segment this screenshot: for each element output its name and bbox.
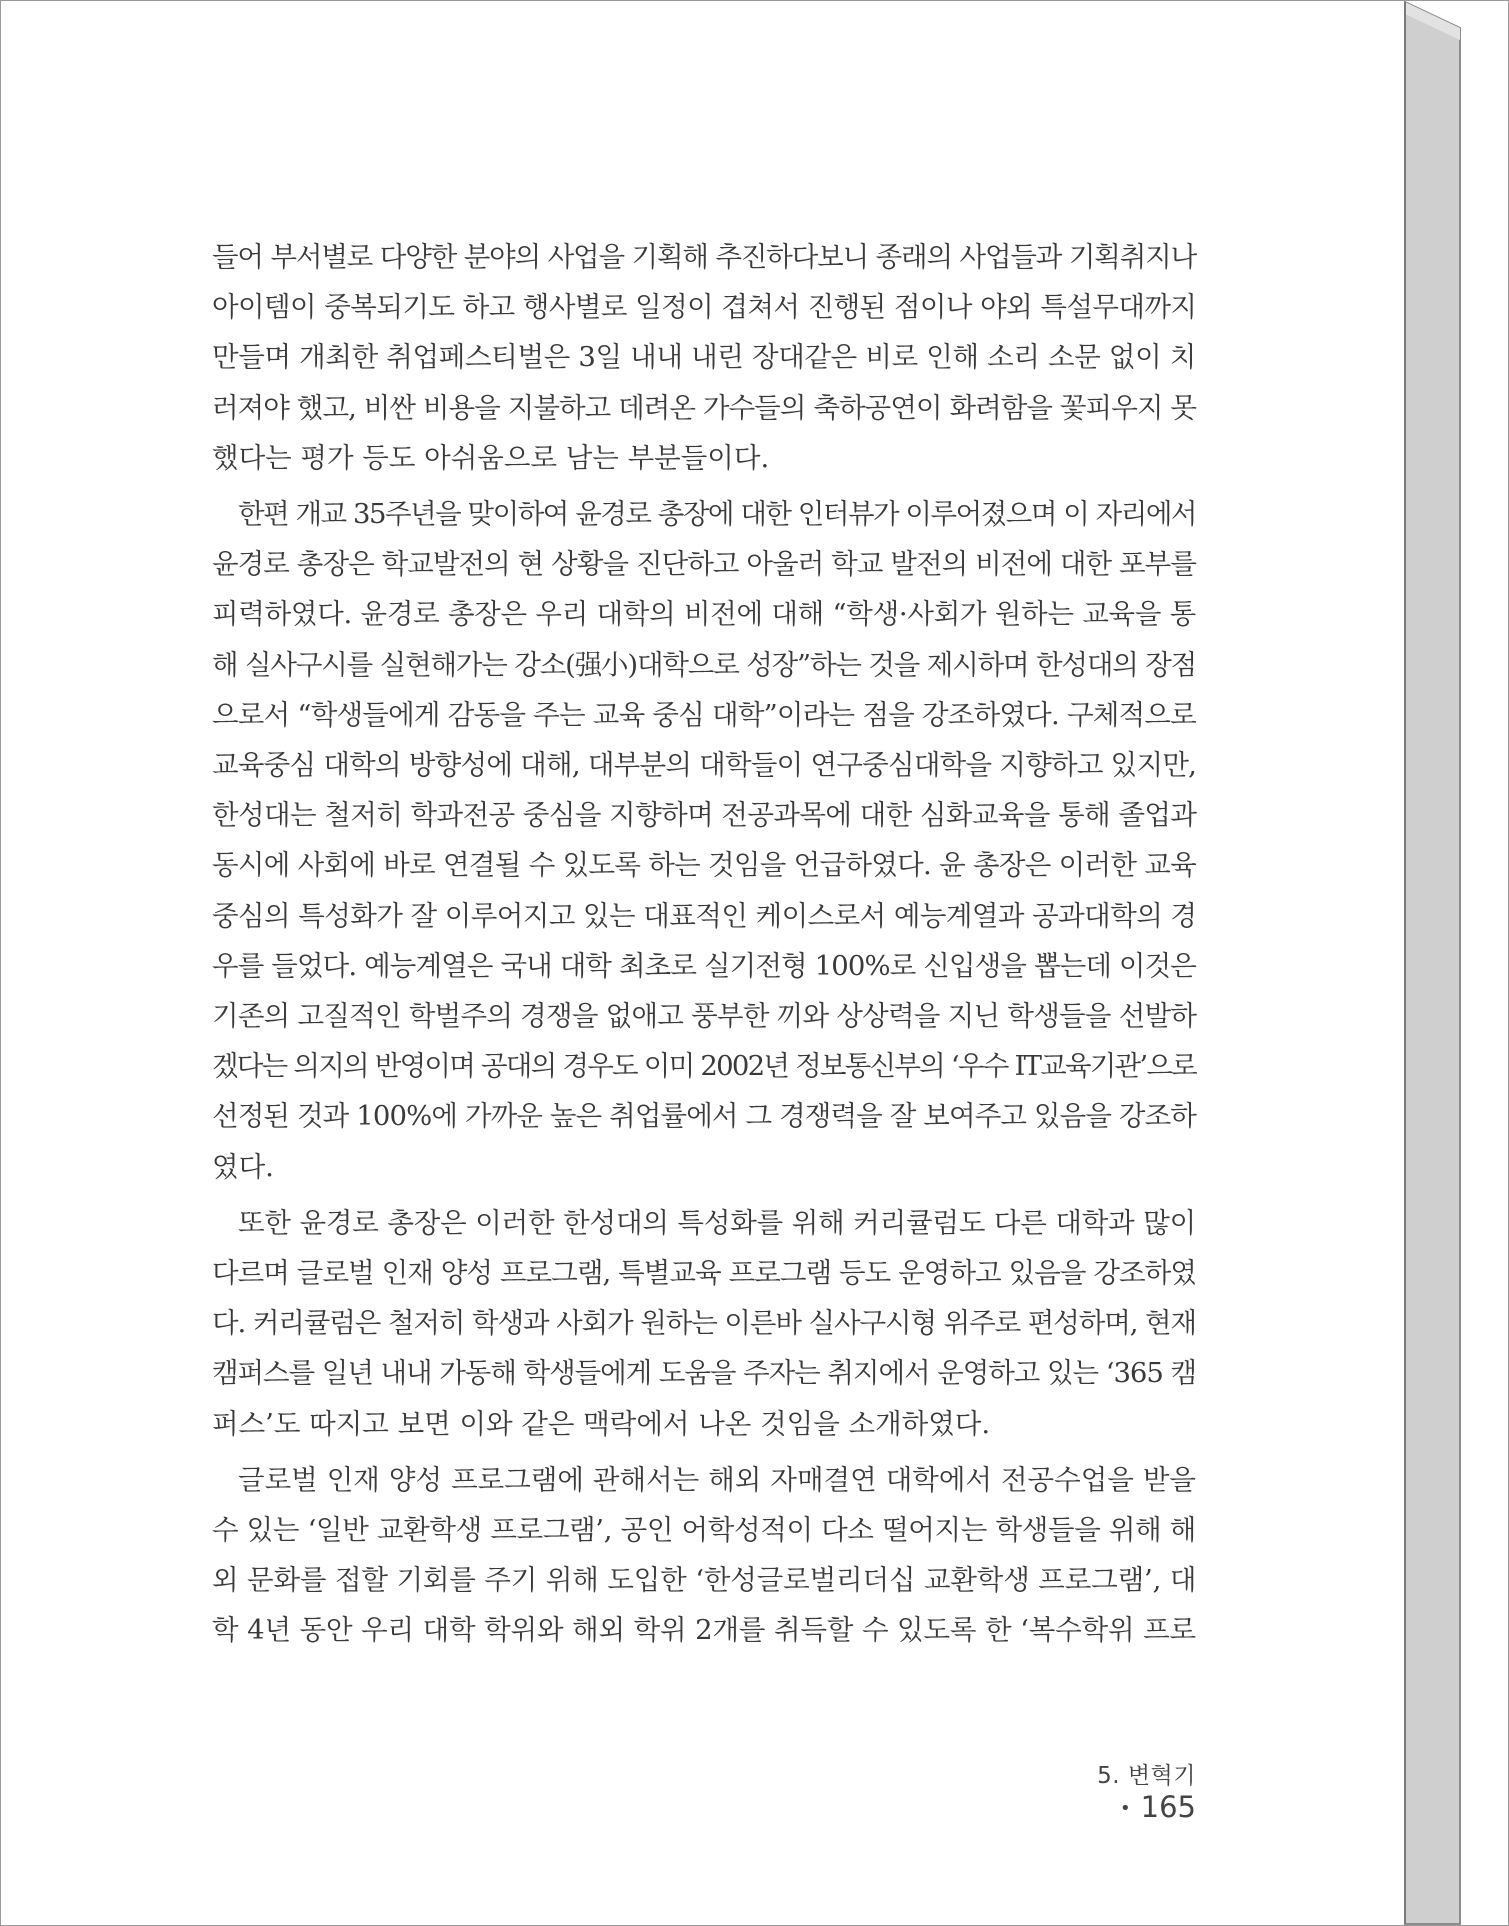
chapter-label: 5. 변혁기 [1097,1763,1196,1789]
paragraph-2: 한편 개교 35주년을 맞이하여 윤경로 총장에 대한 인터뷰가 이루어졌으며 이 자리에서 윤경로 총장은 학교발전의 현 상황을 진단하고 아울러 학교 발전의 비전에 대한 포부를 피력하였다. 윤경로 총장은 우리 대학의 비전에 대해 “학생·사회가 원하는 교육을 통 해 실사구시를 실현해가는 강소(强小)대학으로 성장”하는 것을 제시하며 한성대의 장점 으로서 “학생들에게 감동을 주는 교육 중심 대학”이라는 점을 강조하였다. 구체적으로 교육중심 대학의 방향성에 대해, 대부분의 대학들이 연구중심대학을 지향하고 있지만, 한성대는 철저히 학과전공 중심을 지향하며 전공과목에 대한 심화교육을 통해 졸업과 동시에 사회에 바로 연결될 수 있도록 하는 것임을 언급하였다. 윤 총장은 이러한 교육 중심의 특성화가 잘 이루어지고 있는 대표적인 케이스로서 예능계열과 공과대학의 경 우를 들었다. 예능계열은 국내 대학 최초로 실기전형 100%로 신입생을 뽑는데 이것은 기존의 고질적인 학벌주의 경쟁을 없애고 풍부한 끼와 상상력을 지닌 학생들을 선발하 겠다는 의지의 반영이며 공대의 경우도 이미 2002년 정보통신부의 ‘우수 IT교육기관’으로 선정된 것과 100%에 가까운 높은 취업률에서 그 경쟁력을 잘 보여주고 있음을 강조하 였다. [212,498,1197,1183]
paragraph-1: 들어 부서별로 다양한 분야의 사업을 기획해 추진하다보니 종래의 사업들과 기획취지나 아이템이 중복되기도 하고 행사별로 일정이 겹쳐서 진행된 점이나 야외 특설무대까지 만들며 개최한 취업페스티벌은 3일 내내 내린 장대같은 비로 인해 소리 소문 없이 치 러져야 했고, 비싼 비용을 지불하고 데려온 가수들의 축하공연이 화려함을 꽃피우지 못 했다는 평가 등도 아쉬움으로 남는 부분들이다. [212,241,1197,474]
paragraph-4: 글로벌 인재 양성 프로그램에 관해서는 해외 자매결연 대학에서 전공수업을 받을 수 있는 ‘일반 교환학생 프로그램’, 공인 어학성적이 다소 떨어지는 학생들을 위해 해 외 문화를 접할 기회를 주기 위해 도입한 ‘한성글로벌리더십 교환학생 프로그램’, 대 학 4년 동안 우리 대학 학위와 해외 학위 2개를 취득할 수 있도록 한 ‘복수학위 프로 [212,1463,1197,1647]
page-footer [1020,1757,1196,1824]
bullet-separator: • [1120,1798,1131,1819]
page-number: 165 [1140,1790,1196,1824]
body-text [212,232,1196,1662]
paragraph-3: 또한 윤경로 총장은 이러한 한성대의 특성화를 위해 커리큘럼도 다른 대학과 많이 다르며 글로벌 인재 양성 프로그램, 특별교육 프로그램 등도 운영하고 있음을 강조하였 다. 커리큘럼은 철저히 학생과 사회가 원하는 이른바 실사구시형 위주로 편성하며, 현재 캠퍼스를 일년 내내 가동해 학생들에게 도움을 주자는 취지에서 운영하고 있는 ‘365 캠 퍼스’도 따지고 보면 이와 같은 맥락에서 나온 것임을 소개하였다. [212,1206,1197,1440]
